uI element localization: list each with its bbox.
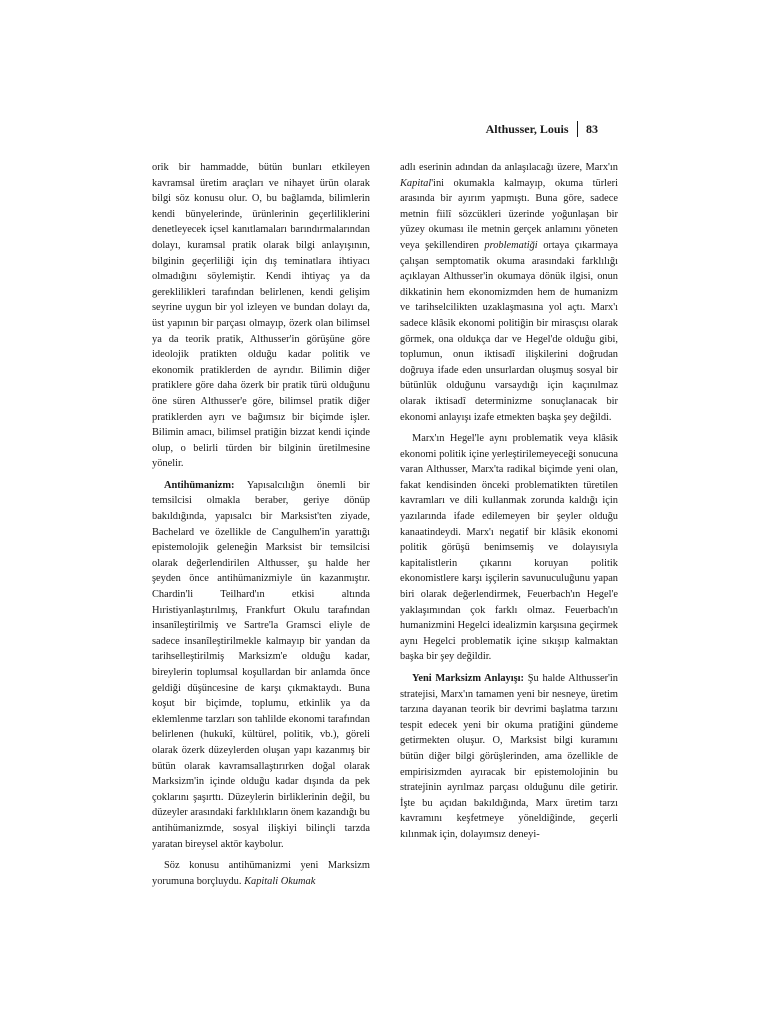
paragraph: orik bir hammadde, bütün bunları etkileyen kavramsal üretim araçları ve nihayet ürün olarak bilgi söz konusu olur. O, bu bağlamda, bilimlerin kendi bünyelerinde, ürünlerinin geçerliliklerini denetleyecek içsel kanıtlamaları barındırmalarından dolayı, kuramsal pratik olarak bilgi anlayışının, bilginin geçerliliği için dış teminatlara ihtiyacı olmadığını söylemiştir. Kendi ihtiyaç ya da gereklilikleri tarafından belirlenen, kendi gelişim seyrine uygun bir yol izleyen ve bundan dolayı da, üst yapının bir parçası olmayıp, özerk olan bilimsel ya da teorik pratik, Althusser'in görüşüne göre ideolojik pratikten olduğu kadar politik ve ekonomik pratiklerden de ayrıdır. Bilimin diğer pratiklere göre daha özerk bir pratik türü olduğunu öne süren Althusser'e göre, bilimsel pratik diğer pratiklerden ayrı ve bağımsız bir biçimde işler. Bilimin amacı, bilimsel pratiğin bizzat kendi içinde olup, o belirli türden bir bilginin üretilmesine yönelir. bbox=[152, 162, 370, 470]
subheading-antihumanism: Antihümanizm: bbox=[164, 479, 235, 491]
paragraph: Marx'ın Hegel'le aynı problematik veya klâsik ekonomi politik içine yerleştirilemeyeceği sonucuna varan Althusser, Marx'ta radikal biçimde yeni olan, fakat kendisinden önceki problematikten türetilen kavramları ve dili kullanmak zorunda kaldığı için yazılarında ifade edilemeyen bir şeyler olduğu kanaatindeydi. Marx'ı negatif bir klâsik ekonomi politik görüşü benimsemiş ve dolayısıyla kapitalistlerin çıkarını koruyan politik ekonomistlere karşı işçilerin savunuculuğunu yapan biri olarak değerlendirmek, Feuerbach'ın Hegel'e yaklaşımından çok farklı olmaz. Feuerbach'ın humanizmini Hegelci idealizmin karşısına geçirmek aynı Hegelci problematik içine sıkışıp kalmaktan başka bir şey değildir. bbox=[400, 433, 618, 663]
header-divider bbox=[577, 121, 579, 137]
book-title: Kapital bbox=[400, 177, 432, 189]
book-title: Kapitali Okumak bbox=[244, 875, 316, 887]
page-number: 83 bbox=[586, 121, 598, 136]
paragraph: Söz konusu antihümanizmi yeni Marksizm yorumuna borçluydu. Kapitali Okumak bbox=[152, 860, 370, 887]
emphasis: problematiği bbox=[484, 239, 538, 251]
paragraph-antihumanism: Antihümanizm: Yapısalcılığın önemli bir temsilcisi olmakla beraber, geriye dönüp bakıldığında, yapısalcı bir Marksist'ten ziyade, Bachelard ve özellikle de Cangulhem'in yarattığı epistemolojik geleneğin Marksist bir temsilcisi olarak değerlendirilen Althusser, şu halde her şeyden önce antihümanizmiyle ün kazanmıştır. Chardin'li Teilhard'ın etkisi altında Hıristiyanlaştırılmış, Frankfurt Okulu tarafından insanîleştirilmiş ve Sartre'la Gramsci eliyle de sadece insanîleştirilmekle kalmayıp bir yandan da tarihselleştirilmiş Marksizm'e olduğu kadar, bireylerin toplumsal koşullardan bir anlamda önce geldiği düşüncesine de karşı çıkmaktaydı. Buna koşut bir biçimde, toplumu, etkinlik ya da eklemlenme tarzları son tahlilde ekonomi tarafından belirlenen (hukukî, kültürel, politik, vb.), göreli olarak özerk düzeylerden oluşan yapı kazanmış bir bütün olarak kavramsallaştırırken doğal olarak Marksizm'in içinde olduğu kadar dışında da pek çoklarını şaşırttı. Düzeylerin birliklerinin değil, bu düzeyler arasındaki farklılıkların önem kazandığı bu antihümanizmde, sosyal ilişkiyi bilinçli tarzda yaratan bireysel aktör kaybolur. bbox=[152, 479, 370, 850]
paragraph: adlı eserinin adından da anlaşılacağı üzere, Marx'ın Kapital'ini okumakla kalmayıp, okuma türleri arasında bir ayırım yapmıştı. Buna göre, sadece metnin fiilî sözcükleri üzerinde yoğunlaşan bir yüzey okuması ile metnin gerçek anlamını yöneten veya şekillendiren problematiği ortaya çıkarmaya çalışan semptomatik okuma arasındaki farklılığı açıklayan Althusser'in okumaya dönük ilgisi, onun dikkatinin hem ekonomizmden hem de humanizm ve tarihselcilikten uzaklaşmasına yol açtı. Marx'ı sadece klâsik ekonomi politiğin bir mirasçısı olarak görmek, ona oldukça dar ve Hegel'de olduğu gibi, toplumun, onun iktisadî ilişkilerini doğrudan doğruya ifade eden unsurlardan oluşmuş sosyal bir bütünlük olduğunu varsaydığı için kaçınılmaz olarak iktisadî determinizme sonuçlanacak bir ekonomi anlayışı izafe etmekten başka şey değildi. bbox=[400, 162, 618, 423]
running-header bbox=[486, 121, 598, 137]
right-column bbox=[400, 160, 618, 843]
running-title: Althusser, Louis bbox=[485, 121, 569, 136]
subheading-new-marxism: Yeni Marksizm Anlayışı: bbox=[412, 673, 525, 684]
paragraph-new-marxism: Yeni Marksizm Anlayışı: Şu halde Althusser'in stratejisi, Marx'ın tamamen yeni bir nesneye, üretim tarzına dayanan teorik bir devrimi başlatma tarzını tespit edecek yeni bir okuma pratiğini gündeme getirmekten oluşur. O, Marksist bilgi kuramını bütün diğer bilgi görüşlerinden, ama özellikle de empirisizmden ayıracak bir epistemolojinin bu stratejinin ayrılmaz parçası olduğunu dile getirir. İşte bu açıdan bakıldığında, Marx üretim tarzı kavramını keşfetmeye yöneldiğinde, geçerli kılınmak için, dolayımsız deneyi- bbox=[400, 673, 618, 840]
left-column bbox=[152, 160, 370, 889]
